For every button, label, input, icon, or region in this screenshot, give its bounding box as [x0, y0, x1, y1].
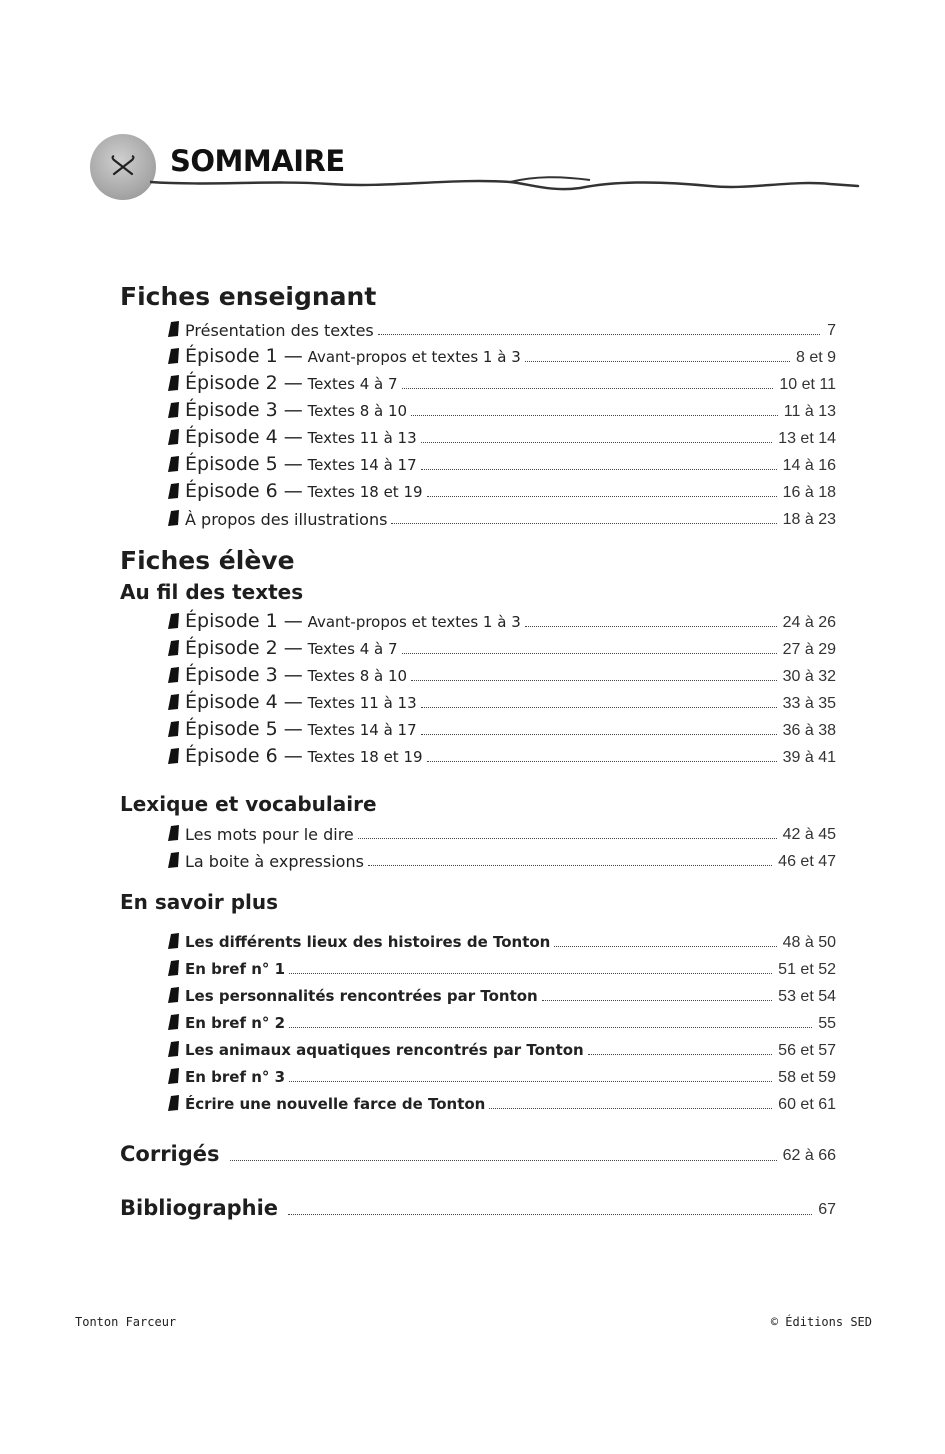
scissors-badge-icon [90, 134, 156, 200]
toc-entry[interactable] [120, 818, 836, 845]
wavy-underline [150, 172, 860, 196]
entry-label: Les personnalités rencontrées par Tonton [185, 987, 538, 1005]
bullet-icon [168, 640, 180, 656]
corriges-page: 62 à 66 [782, 1147, 836, 1164]
bibliographie-label: Bibliographie [120, 1196, 279, 1220]
toc-entry[interactable] [120, 1007, 836, 1034]
entry-page-number: 48 à 50 [782, 934, 836, 951]
toc-entry[interactable] [120, 1034, 836, 1061]
page-header [88, 130, 863, 210]
entry-page-number: 53 et 54 [778, 988, 836, 1005]
entry-label: En bref n° 2 [185, 1014, 286, 1032]
entry-subtitle: Avant-propos et textes 1 à 3 [302, 613, 521, 631]
toc-entry[interactable] [120, 476, 836, 503]
leader-dots [402, 388, 774, 389]
entry-label: La boite à expressions [185, 852, 364, 871]
entry-page-number: 36 à 38 [782, 722, 836, 739]
toc-entry[interactable] [120, 449, 836, 476]
entry-label [168, 346, 521, 368]
entry-page-number: 16 à 18 [782, 484, 836, 501]
entry-subtitle: Textes 14 à 17 [302, 456, 417, 474]
en-savoir-plus-list [120, 926, 836, 1115]
entry-subtitle: Avant-propos et textes 1 à 3 [302, 348, 521, 366]
lexique-list [120, 818, 836, 872]
entry-label [168, 373, 398, 395]
bullet-icon [168, 402, 180, 418]
leader-dots [391, 523, 776, 524]
entry-episode: Épisode 5 — [185, 453, 303, 475]
entry-subtitle: Textes 14 à 17 [302, 721, 417, 739]
entry-page-number: 39 à 41 [782, 749, 836, 766]
entry-episode: Épisode 2 — [185, 637, 303, 659]
bullet-icon [168, 721, 180, 737]
toc-entry[interactable] [120, 980, 836, 1007]
entry-page-number: 55 [818, 1015, 836, 1032]
entry-subtitle: Textes 11 à 13 [302, 694, 417, 712]
entry-episode: Épisode 1 — [185, 610, 303, 632]
entry-label: En bref n° 3 [185, 1068, 286, 1086]
toc-entry[interactable] [120, 606, 836, 633]
entry-page-number: 18 à 23 [782, 511, 836, 528]
bullet-icon [168, 510, 180, 526]
bullet-icon [168, 1041, 180, 1057]
entry-page-number: 27 à 29 [782, 641, 836, 658]
leader-dots [554, 946, 776, 947]
leader-dots [411, 415, 778, 416]
toc-entry[interactable] [120, 845, 836, 872]
toc-entry[interactable] [120, 422, 836, 449]
entry-page-number: 11 à 13 [783, 403, 836, 420]
entry-subtitle: Textes 18 et 19 [302, 483, 423, 501]
leader-dots [289, 1027, 812, 1028]
entry-label: Les mots pour le dire [185, 825, 354, 844]
bullet-icon [168, 825, 180, 841]
entry-subtitle: Textes 4 à 7 [302, 375, 398, 393]
toc-entry-bibliographie[interactable] [120, 1189, 836, 1223]
leader-dots [427, 761, 777, 762]
entry-page-number: 58 et 59 [778, 1069, 836, 1086]
bullet-icon [168, 852, 180, 868]
toc-entry[interactable] [120, 953, 836, 980]
leader-dots [427, 496, 777, 497]
bullet-icon [168, 375, 180, 391]
entry-label [168, 400, 407, 422]
entry-page-number: 56 et 57 [778, 1042, 836, 1059]
leader-dots [289, 973, 772, 974]
entry-episode: Épisode 4 — [185, 426, 303, 448]
section-heading-fiches-eleve: Fiches élève [120, 546, 295, 575]
leader-dots [378, 334, 820, 335]
entry-page-number: 7 [827, 322, 836, 339]
entry-label [168, 746, 423, 768]
au-fil-des-textes-list [120, 606, 836, 768]
toc-entry[interactable] [120, 687, 836, 714]
bullet-icon [168, 429, 180, 445]
leader-dots [421, 707, 777, 708]
entry-page-number: 13 et 14 [778, 430, 836, 447]
entry-page-number: 24 à 26 [782, 614, 836, 631]
toc-entry[interactable] [120, 714, 836, 741]
entry-episode: Présentation des textes [185, 321, 374, 340]
entry-episode: Épisode 2 — [185, 372, 303, 394]
entry-label [168, 611, 521, 633]
bullet-icon [168, 667, 180, 683]
entry-subtitle: Textes 8 à 10 [302, 402, 408, 420]
entry-page-number: 14 à 16 [782, 457, 836, 474]
entry-episode: Épisode 5 — [185, 718, 303, 740]
entry-subtitle: Textes 11 à 13 [302, 429, 417, 447]
entry-episode: À propos des illustrations [185, 510, 388, 529]
leader-dots [421, 469, 777, 470]
toc-entry[interactable] [120, 503, 836, 530]
entry-label [168, 665, 407, 687]
leader-dots [358, 838, 777, 839]
bullet-icon [168, 1014, 180, 1030]
corriges-label: Corrigés [120, 1142, 220, 1166]
entry-label: En bref n° 1 [185, 960, 286, 978]
bullet-icon [168, 456, 180, 472]
entry-label: Les animaux aquatiques rencontrés par Tonton [185, 1041, 584, 1059]
leader-dots [289, 1081, 772, 1082]
leader-dots [421, 442, 773, 443]
toc-entry[interactable] [120, 1061, 836, 1088]
leader-dots [489, 1108, 772, 1109]
entry-label [168, 692, 417, 714]
bullet-icon [168, 1068, 180, 1084]
bullet-icon [168, 613, 180, 629]
leader-dots [525, 361, 790, 362]
entry-episode: Épisode 6 — [185, 745, 303, 767]
bullet-icon [168, 483, 180, 499]
entry-episode: Épisode 1 — [185, 345, 303, 367]
bullet-icon [168, 321, 180, 337]
entry-label [168, 454, 417, 476]
bullet-icon [168, 1095, 180, 1111]
leader-dots [402, 653, 777, 654]
bullet-icon [168, 960, 180, 976]
entry-subtitle: Textes 8 à 10 [302, 667, 408, 685]
subsection-heading-lexique: Lexique et vocabulaire [120, 792, 377, 816]
entry-episode: Épisode 3 — [185, 664, 303, 686]
toc-entry[interactable] [120, 341, 836, 368]
entry-label [168, 719, 417, 741]
entry-page-number: 33 à 35 [782, 695, 836, 712]
footer-book-title: Tonton Farceur [75, 1315, 177, 1329]
leader-dots [588, 1054, 772, 1055]
bullet-icon [168, 748, 180, 764]
entry-label [168, 509, 387, 530]
fiches-enseignant-list [120, 314, 836, 530]
entry-subtitle: Textes 4 à 7 [302, 640, 398, 658]
toc-entry[interactable] [120, 926, 836, 953]
entry-episode: Épisode 3 — [185, 399, 303, 421]
entry-label [168, 320, 374, 341]
bullet-icon [168, 933, 180, 949]
entry-label [168, 481, 423, 503]
entry-episode: Épisode 6 — [185, 480, 303, 502]
bullet-icon [168, 987, 180, 1003]
entry-label [168, 427, 417, 449]
entry-page-number: 42 à 45 [782, 826, 836, 843]
toc-entry[interactable] [120, 1088, 836, 1115]
entry-episode: Épisode 4 — [185, 691, 303, 713]
toc-entry[interactable] [120, 314, 836, 341]
section-heading-fiches-enseignant: Fiches enseignant [120, 282, 377, 311]
bullet-icon [168, 694, 180, 710]
leader-dots [525, 626, 777, 627]
toc-entry[interactable] [120, 395, 836, 422]
subsection-heading-au-fil: Au fil des textes [120, 580, 304, 604]
entry-page-number: 51 et 52 [778, 961, 836, 978]
subsection-heading-savoir: En savoir plus [120, 890, 279, 914]
toc-entry-corriges[interactable] [120, 1135, 836, 1169]
entry-page-number: 46 et 47 [778, 853, 836, 870]
entry-label: Écrire une nouvelle farce de Tonton [185, 1095, 486, 1113]
entry-page-number: 8 et 9 [795, 349, 836, 366]
entry-label [168, 638, 398, 660]
leader-dots [542, 1000, 772, 1001]
leader-dots [421, 734, 777, 735]
entry-label: Les différents lieux des histoires de Tonton [185, 933, 551, 951]
leader-dots [368, 865, 772, 866]
table-of-contents [120, 280, 836, 1223]
footer-publisher: © Éditions SED [770, 1315, 872, 1329]
entry-subtitle: Textes 18 et 19 [302, 748, 423, 766]
toc-entry[interactable] [120, 741, 836, 768]
leader-dots [230, 1160, 777, 1161]
leader-dots [411, 680, 777, 681]
bibliographie-page: 67 [818, 1201, 836, 1218]
toc-entry[interactable] [120, 660, 836, 687]
entry-page-number: 30 à 32 [782, 668, 836, 685]
entry-page-number: 60 et 61 [778, 1096, 836, 1113]
page-title: SOMMAIRE [170, 144, 345, 178]
leader-dots [288, 1214, 812, 1215]
entry-page-number: 10 et 11 [779, 376, 836, 393]
bullet-icon [168, 348, 180, 364]
toc-entry[interactable] [120, 633, 836, 660]
toc-entry[interactable] [120, 368, 836, 395]
